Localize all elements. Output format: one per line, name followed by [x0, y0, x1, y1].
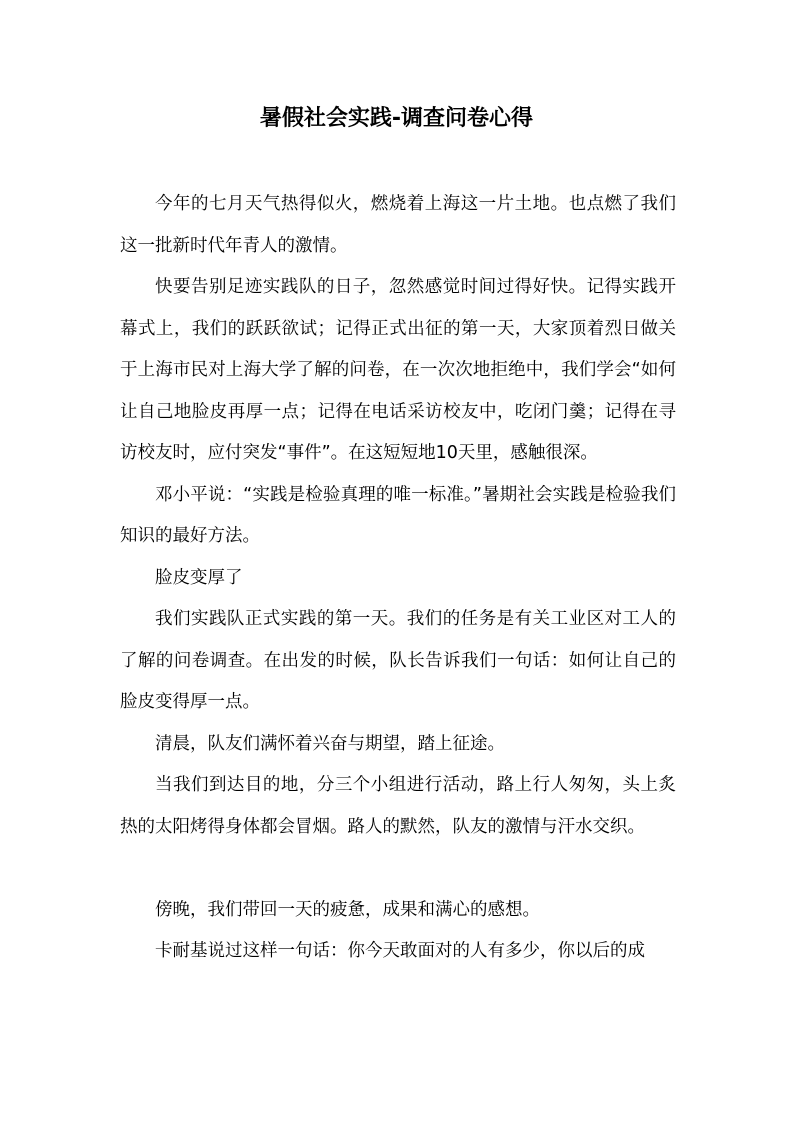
paragraph: 傍晚，我们带回一天的疲惫，成果和满心的感想。: [155, 899, 540, 920]
paragraph: 今年的七月天气热得似火，燃烧着上海这一片土地。也点燃了我们这一批新时代年青人的激情。: [120, 194, 676, 256]
paragraph: 我们实践队正式实践的第一天。我们的任务是有关工业区对工人的了解的问卷调查。在出发的时候，队长告诉我们一句话：如何让自己的脸皮变得厚一点。: [120, 609, 676, 712]
section-heading: 脸皮变厚了: [155, 567, 243, 588]
paragraph: 清晨，队友们满怀着兴奋与期望，踏上征途。: [155, 733, 505, 754]
blank-line: [120, 848, 676, 890]
paragraph: 快要告别足迹实践队的日子，忽然感觉时间过得好快。记得实践开幕式上，我们的跃跃欲试；记得正式出征的第一天，大家顶着烈日做关于上海市民对上海大学了解的问卷，在一次次地拒绝中，我们学会“如何让自己地脸皮再厚一点；记得在电话采访校友中，吃闭门羹；记得在寻访校友时，应付突发“事件”。在这短短地10天里，感触很深。: [120, 277, 676, 463]
document-body: [120, 184, 676, 973]
paragraph: 邓小平说：“实践是检验真理的唯一标准。”暑期社会实践是检验我们知识的最好方法。: [120, 484, 676, 546]
paragraph: 当我们到达目的地，分三个小组进行活动，路上行人匆匆，头上炙热的太阳烤得身体都会冒烟。路人的默然，队友的激情与汗水交织。: [120, 775, 676, 837]
paragraph: 卡耐基说过这样一句话：你今天敢面对的人有多少，你以后的成: [155, 941, 645, 961]
page-title: 暑假社会实践-调查问卷心得: [259, 106, 534, 131]
